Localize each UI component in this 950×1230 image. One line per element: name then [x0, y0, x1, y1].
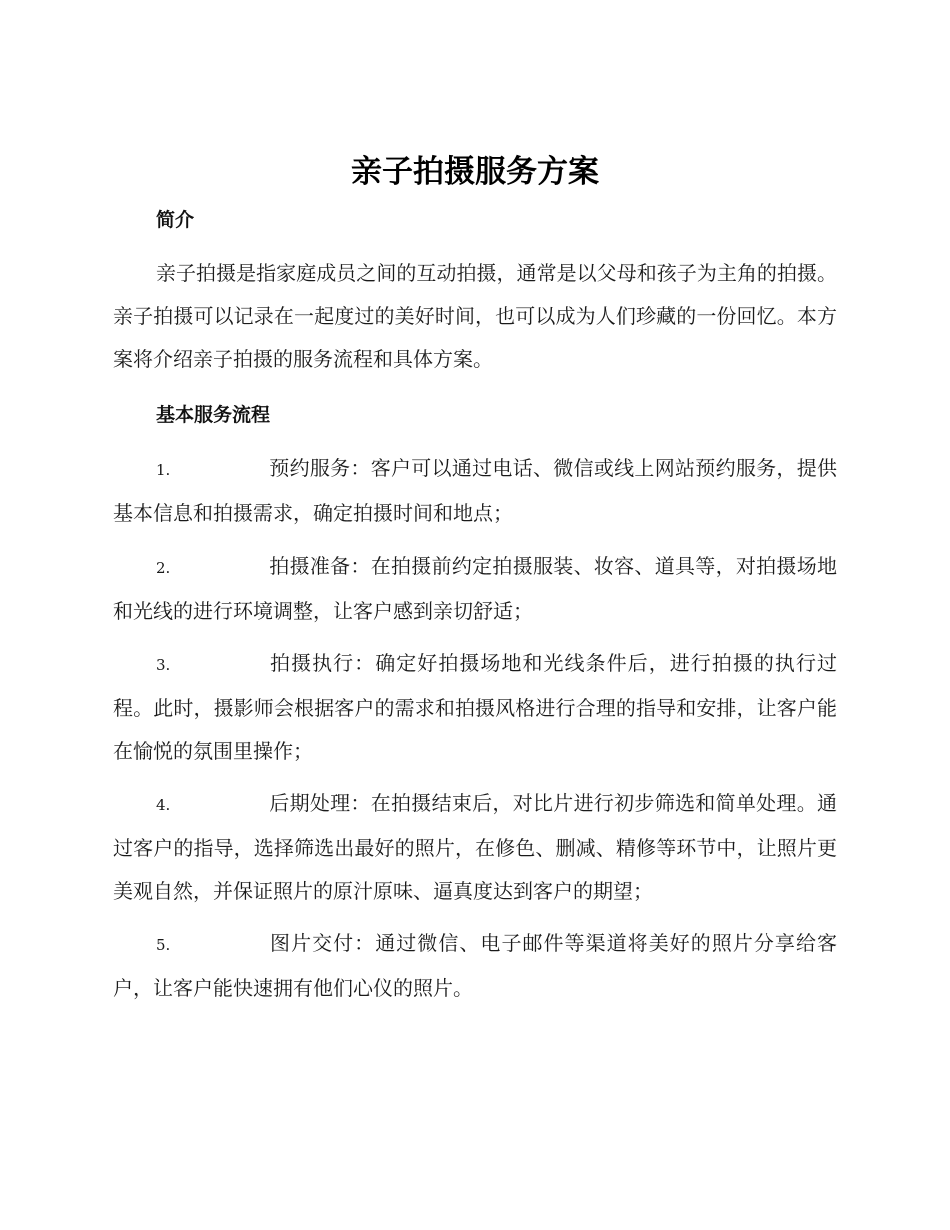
process-step	[113, 782, 837, 913]
section-heading-process: 基本服务流程	[156, 404, 271, 426]
step-number: 5.	[156, 936, 171, 954]
step-number: 4.	[156, 796, 171, 814]
step-text: 图片交付：通过微信、电子邮件等渠道将美好的照片分享给客户，让客户能快速拥有他们心仪的照片。	[113, 931, 837, 1000]
process-step	[113, 922, 837, 1010]
step-number: 3.	[156, 656, 171, 674]
step-number: 1.	[156, 461, 171, 479]
step-text: 预约服务：客户可以通过电话、微信或线上网站预约服务，提供基本信息和拍摄需求，确定拍摄时间和地点；	[113, 456, 837, 525]
process-step	[113, 447, 837, 535]
step-text: 后期处理：在拍摄结束后，对比片进行初步筛选和简单处理。通过客户的指导，选择筛选出最好的照片，在修色、删减、精修等环节中，让照片更美观自然，并保证照片的原汁原味、逼真度达到客户的期望；	[113, 791, 837, 903]
process-step	[113, 642, 837, 773]
intro-paragraph: 亲子拍摄是指家庭成员之间的互动拍摄，通常是以父母和孩子为主角的拍摄。亲子拍摄可以记录在一起度过的美好时间，也可以成为人们珍藏的一份回忆。本方案将介绍亲子拍摄的服务流程和具体方案。	[113, 261, 837, 371]
step-text: 拍摄执行：确定好拍摄场地和光线条件后，进行拍摄的执行过程。此时，摄影师会根据客户的需求和拍摄风格进行合理的指导和安排，让客户能在愉悦的氛围里操作；	[113, 651, 837, 763]
process-step	[113, 545, 837, 633]
step-text: 拍摄准备：在拍摄前约定拍摄服装、妆容、道具等，对拍摄场地和光线的进行环境调整，让客户感到亲切舒适；	[113, 554, 837, 623]
section-heading-intro: 简介	[156, 209, 195, 231]
document-title: 亲子拍摄服务方案	[351, 154, 599, 190]
step-number: 2.	[156, 559, 171, 577]
